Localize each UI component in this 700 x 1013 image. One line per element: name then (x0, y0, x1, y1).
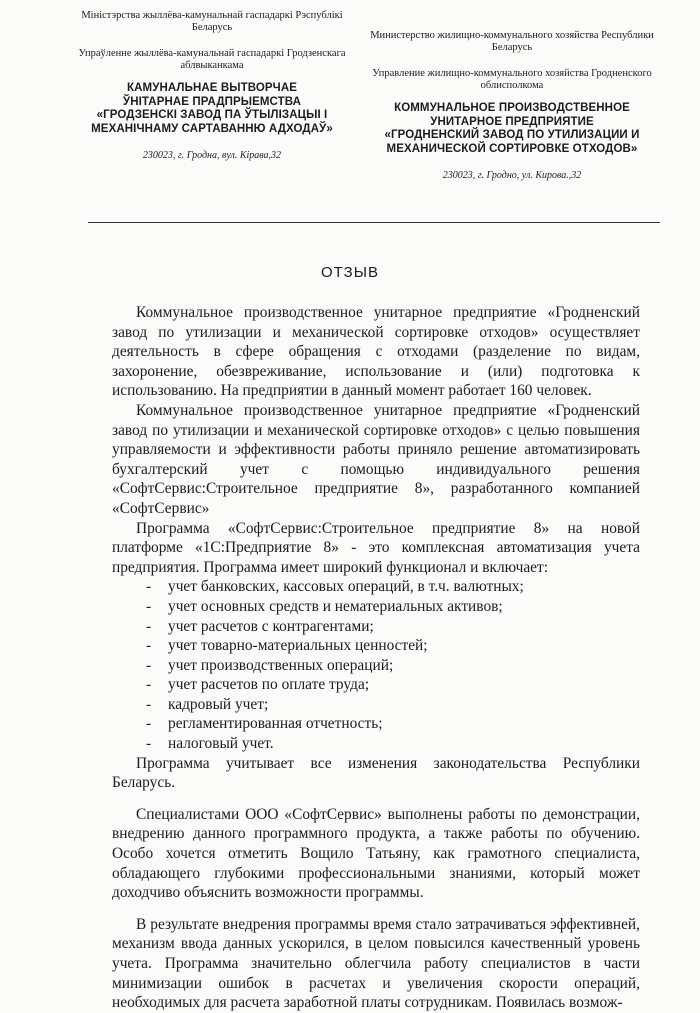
list-item: - регламентированная отчетность; (146, 714, 640, 734)
letterhead-belarusian (62, 10, 362, 161)
address-ru: 230023, г. Гродно, ул. Кирова.,32 (442, 170, 582, 181)
list-item: - налоговый учет. (146, 734, 640, 754)
paragraph-automation-decision: Коммунальное производственное унитарное предприятие «Гродненский завод по утилизации и механической сортировке отходов» с целью повышения управляемости и эффективности работы приняло решение автоматизировать бухгалтерский учет с помощью индивидуального решения «СофтСервис:Строительное предприятие 8», разработанного компанией «СофтСервис» (112, 401, 640, 517)
paragraph-specialists: Специалистами ООО «СофтСервис» выполнены работы по демонстрации, внедрению данного программного продукта, а также работы по обучению. Особо хочется отметить Вощило Татьяну, как грамотного специалиста, обладающего глубокими профессиональными знаниями, который может доходчиво объяснить возможности программы. (112, 805, 640, 902)
paragraph-results: В результате внедрения программы время стало затрачиваться эффективней, механизм ввода данных ускорился, в целом повысился качественный уровень учета. Программа значительно облегчила работу специалистов в части минимизации ошибок в расчетах и увеличения скорости операций, необходимых для расчета заработной платы сотрудникам. Появилась возмож- (112, 915, 640, 1012)
letterhead-russian (362, 10, 662, 181)
ministry-name-be: Міністэрства жыллёва-камунальнай гаспадаркі Рэспублікі Беларусь (81, 10, 343, 33)
list-item: - учет основных средств и нематериальных активов; (146, 597, 640, 617)
paragraph-program-description: Программа «СофтСервис:Строительное предприятие 8» на новой платформе «1С:Предприятие 8» - это комплексная автоматизация учета предприятия. Программа имеет широкий функционал и включает: (112, 519, 640, 576)
organization-name-be: КАМУНАЛЬНАЕ ВЫТВОРЧАЕ ЎНІТАРНАЕ ПРАДПРЫЕМСТВА «ГРОДЗЕНСКІ ЗАВОД ПА ЎТЫЛІЗАЦЫІ І МЕХАНІЧНАМУ САРТАВАННЮ АДХОДАЎ» (91, 82, 333, 135)
list-item: - учет расчетов по оплате труда; (146, 675, 640, 695)
document-title: ОТЗЫВ (320, 264, 379, 281)
list-item: - учет товарно-материальных ценностей; (146, 636, 640, 656)
department-name-be: Упраўленне жыллёва-камунальнай гаспадаркі Гродзенскага аблвыканкама (78, 48, 346, 71)
address-be: 230023, г. Гродна, вул. Кірава,32 (142, 150, 282, 161)
paragraph-company-activity: Коммунальное производственное унитарное предприятие «Гродненский завод по утилизации и механической сортировке отходов» осуществляет деятельность в сфере обращения с отходами (разделение по видам, захоронение, обезвреживание, использование и (или) подготовка к использованию. На предприятии в данный момент работает 160 человек. (112, 304, 640, 400)
paragraph-legislation: Программа учитывает все изменения законодательства Республики Беларусь. (112, 754, 640, 792)
feature-list (112, 577, 640, 753)
ministry-name-ru: Министерство жилищно-коммунального хозяйства Республики Беларусь (370, 30, 654, 53)
document-body (112, 303, 640, 1013)
list-item: - учет производственных операций; (146, 656, 640, 676)
list-item: - кадровый учет; (146, 695, 640, 715)
letterhead-divider (88, 222, 660, 223)
list-item: - учет банковских, кассовых операций, в т.ч. валютных; (146, 577, 640, 597)
department-name-ru: Управление жилищно-коммунального хозяйства Гродненского облисполкома (372, 68, 652, 91)
list-item: - учет расчетов с контрагентами; (146, 617, 640, 637)
organization-name-ru: КОММУНАЛЬНОЕ ПРОИЗВОДСТВЕННОЕ УНИТАРНОЕ ПРЕДПРИЯТИЕ «ГРОДНЕНСКИЙ ЗАВОД ПО УТИЛИЗАЦИИ И МЕХАНИЧЕСКОЙ СОРТИРОВКЕ ОТХОДОВ» (384, 102, 640, 155)
